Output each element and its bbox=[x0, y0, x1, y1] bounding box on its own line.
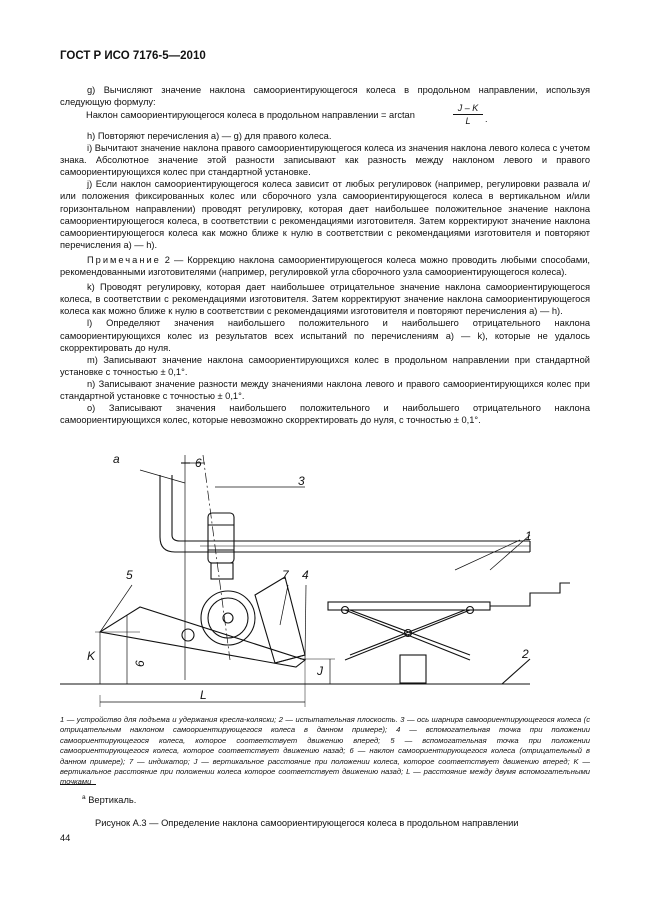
body-text bbox=[60, 130, 590, 426]
para-m: m) Записывают значение наклона самоориентирующихся колес в продольном направлении при стандартной установке с точностью ± 0,1°. bbox=[60, 354, 590, 377]
formula-tail: . bbox=[485, 114, 488, 124]
para-k: k) Проводят регулировку, которая дает наибольшее отрицательное значение наклона самоориентирующегося колеса, в соответствии с рекомендациями изготовителя. Затем корректируют значение наклона самоориентирующегося колеса как можно ближе к нулю в соответствии с рекомендациями изготовителя и повторяют перечисления а) — h). bbox=[60, 282, 590, 317]
footnote-mark: а bbox=[82, 794, 86, 801]
label-2: 2 bbox=[522, 647, 529, 661]
label-5: 5 bbox=[126, 568, 133, 582]
para-h: h) Повторяют перечисления а) — g) для правого колеса. bbox=[87, 131, 332, 141]
label-4: 4 bbox=[302, 568, 309, 582]
label-a: a bbox=[113, 455, 120, 466]
para-j: j) Если наклон самоориентирующегося колеса зависит от любых регулировок (например, регулировки развала и/или положения фиксированных колес или сборочного узла самоориентирующегося колеса в вертикальном и/или горизонтальном направлении) проводят регулировку, которая дает наибольшее положительное значение наклона самоориентирующегося колеса, в соответствии с рекомендациями изготовителя. Затем корректируют значение наклона самоориентирующегося колеса как можно ближе к нулю в соответствии с рекомендациями изготовителя и повторяют перечисления а) — h). bbox=[60, 179, 590, 250]
leader-2 bbox=[502, 659, 530, 684]
page-number: 44 bbox=[60, 833, 71, 843]
para-l: l) Определяют значения наибольшего положительного и наибольшего отрицательного наклона самоориентирующихся колес из результатов всех испытаний по перечислениям а) — k), которые не удалось скорректировать до нуля. bbox=[60, 318, 590, 353]
paragraph-g bbox=[60, 84, 590, 108]
formula-denominator: L bbox=[465, 116, 471, 126]
figure-caption: 1 — устройство для подъема и удержания кресла-коляски; 2 — испытательная плоскость. 3 — ось шарнира самоориентирующегося колеса (с отрицательным наклоном самоориентирующегося колеса в данном примере); 4 — вспомогательная точка при положении самоориентирующегося колеса, которое соответствует движению вперед; 5 — вспомогательная точка при положении самоориентирующегося колеса, которое соответствует движению назад; 6 — наклон самоориентирующегося колеса (отрицательный в данном примере); 7 — индикатор; J — вертикальное расстояние при положении колеса, которое соответствует движению вперед; K — вертикальное расстояние при положении колеса которое соответствует движению назад; L — расстояние между двумя вспомогательными точками bbox=[60, 715, 590, 787]
footnote-text: Вертикаль. bbox=[85, 795, 137, 806]
label-6: 6 bbox=[195, 456, 202, 470]
label-3: 3 bbox=[298, 474, 305, 488]
caster-wheel bbox=[201, 591, 255, 645]
para-i: i) Вычитают значение наклона правого самоориентирующегося колеса из значения наклона левого колеса с учетом знака. Абсолютное значение этой разности записывают как разность между наклоном левого и правого самоориентирующихся колес при стандартной установке. bbox=[60, 143, 590, 178]
para-g-text: g) Вычисляют значение наклона самоориентирующегося колеса в продольном направлении, используя следующую формулу: bbox=[60, 85, 590, 108]
label-6b: 6 bbox=[133, 660, 147, 667]
note bbox=[60, 254, 590, 278]
label-1: 1 bbox=[525, 529, 532, 543]
figure-title: Рисунок А.3 — Определение наклона самоориентирующегося колеса в продольном направлении bbox=[95, 818, 519, 828]
label-7: 7 bbox=[282, 568, 289, 582]
caster-stem bbox=[208, 513, 234, 563]
formula-fraction bbox=[453, 103, 483, 126]
label-k: K bbox=[87, 649, 96, 663]
jack-top bbox=[328, 602, 490, 610]
para-o: o) Записывают значения наибольшего положительного и наибольшего отрицательного наклона самоориентирующихся колес, которые невозможно скорректировать до нуля, с точностью ± 0,1°. bbox=[60, 403, 590, 426]
jack-handle bbox=[490, 583, 570, 606]
formula-text: Наклон самоориентирующегося колеса в продольном направлении = arctan bbox=[86, 110, 415, 120]
para-n: n) Записывают значение разности между значениями наклона левого и правого самоориентирующихся колес при стандартной установке с точностью ± 0,1°. bbox=[60, 378, 590, 401]
figure-a3 bbox=[60, 455, 590, 710]
indicator bbox=[255, 577, 305, 663]
caster-axis bbox=[203, 455, 230, 660]
label-j: J bbox=[317, 664, 323, 678]
note-text: 2 — Коррекцию наклона самоориентирующегося колеса можно проводить любыми способами, рекомендованными изготовителями (например, регулировкой угла сборочного узла самоориентирующегося колеса). bbox=[60, 254, 590, 278]
jack-base bbox=[400, 655, 426, 683]
ruler-bar bbox=[100, 607, 305, 667]
footnote bbox=[82, 794, 136, 805]
label-l: L bbox=[200, 688, 207, 702]
formula-numerator: J – K bbox=[453, 103, 483, 115]
page-header: ГОСТ Р ИСО 7176-5—2010 bbox=[60, 50, 206, 62]
note-label: Примечание bbox=[87, 254, 161, 265]
footnote-rule bbox=[60, 784, 96, 785]
